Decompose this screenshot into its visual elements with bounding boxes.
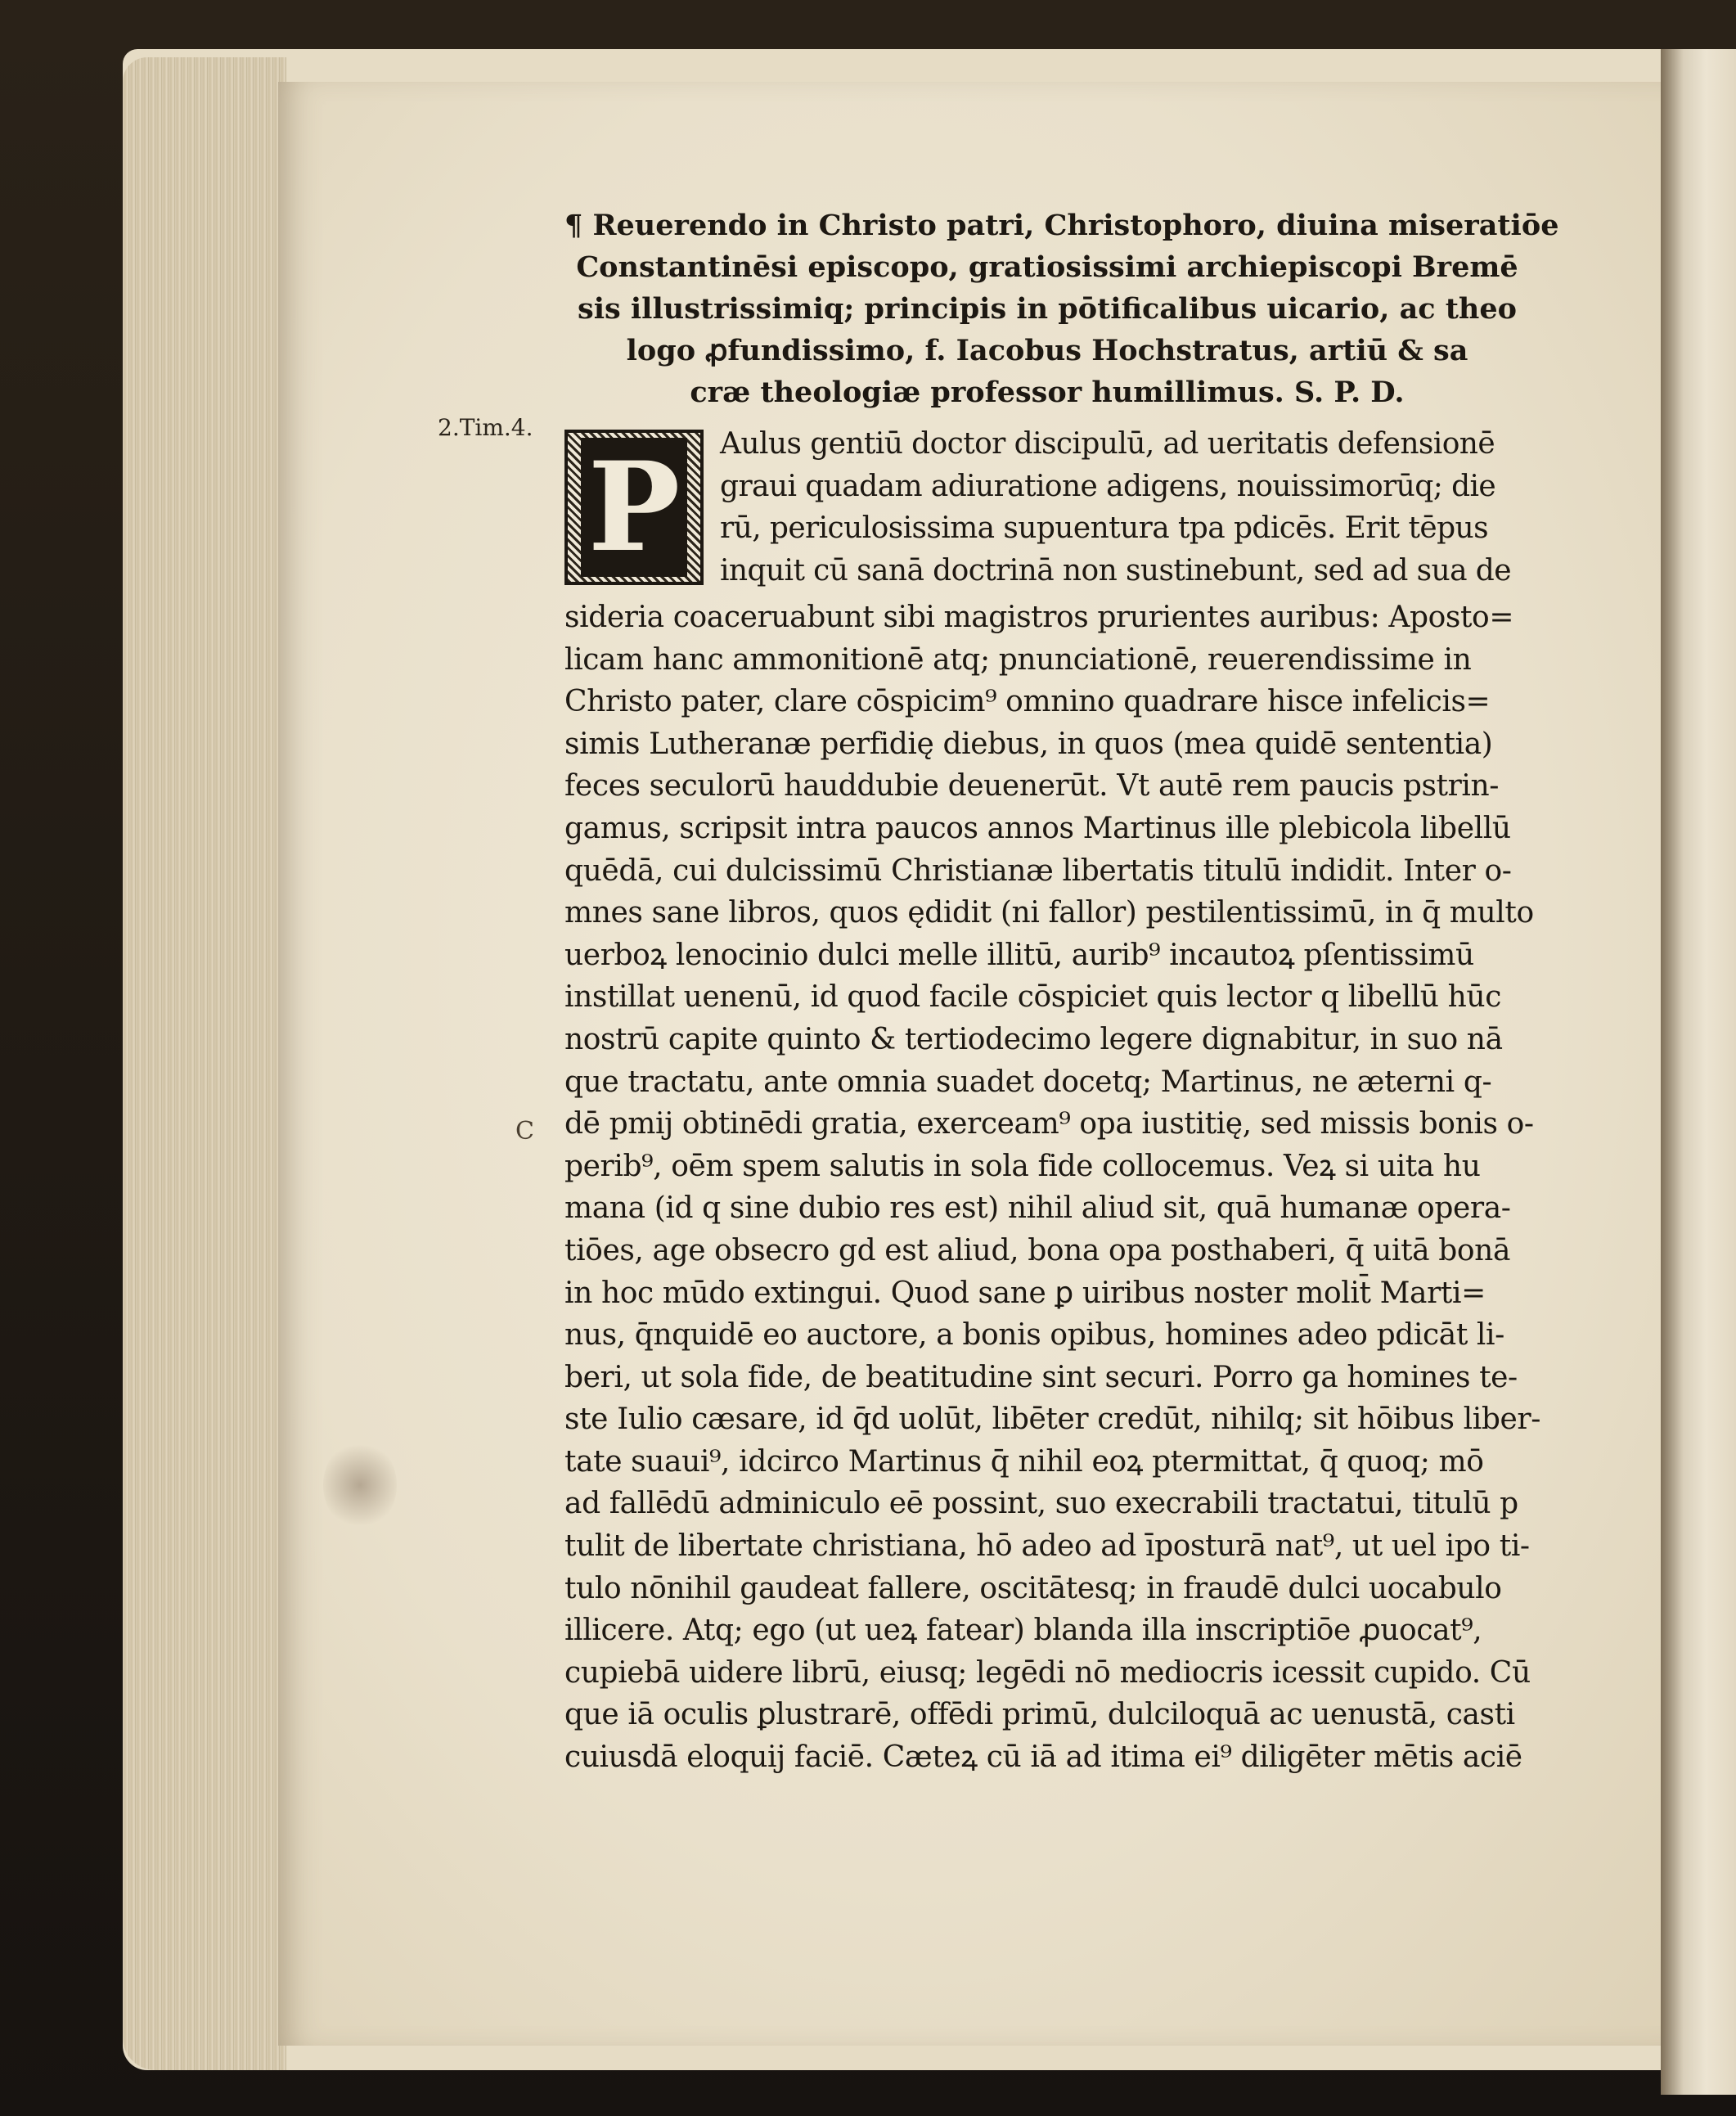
text-line: tulo nōnihil gaudeat fallere, oscitātesq; in fraudē dulci uocabulo bbox=[564, 1571, 1502, 1605]
text-line: illicere. Atq; ego (ut ueꝝ fatear) blanda illa inscriptiōe ꝓuocat⁹, bbox=[564, 1614, 1482, 1648]
text-line: gamus, scripsit intra paucos annos Martinus ille plebicola libellū bbox=[564, 811, 1511, 845]
dropcap-paragraph bbox=[564, 423, 1530, 597]
text-line: cuiusdā eloquij faciē. Cæteꝝ cū iā ad itima ei⁹ diligēter mētis aciē bbox=[564, 1740, 1522, 1775]
dropcap-ornament bbox=[564, 430, 704, 585]
text-line: instillat uenenū, id quod facile cōspiciet quis lector q libellū hūc bbox=[564, 980, 1501, 1015]
dropcap-letter: P bbox=[581, 438, 687, 577]
text-line: in hoc mūdo extingui. Quod sane ꝑ uiribus noster molit̄ Marti= bbox=[564, 1276, 1486, 1310]
text-line: rū, periculosissima supuentura tpa pdicēs. Erit tēpus bbox=[720, 511, 1488, 546]
page-edges bbox=[123, 57, 286, 2070]
text-line: graui quadam adiuratione adigens, nouissimorūq; die bbox=[720, 469, 1496, 503]
text-line: ste Iulio cæsare, id q̄d uolūt, libēter credūt, nihilq; sit hōibus liber- bbox=[564, 1402, 1540, 1437]
dedication-heading bbox=[564, 205, 1559, 413]
margin-note: 2.Tim.4. bbox=[438, 414, 533, 441]
text-line: tulit de libertate christiana, hō adeo ad īposturā nat⁹, ut uel ipo ti- bbox=[564, 1529, 1530, 1564]
text-line: perib⁹, oēm spem salutis in sola fide collocemus. Veꝝ si uita hu bbox=[564, 1149, 1481, 1183]
text-line: dē pmij obtinēdi gratia, exerceam⁹ opa iustitię, sed missis bonis o- bbox=[564, 1107, 1534, 1141]
text-line: que tractatu, ante omnia suadet docetq; Martinus, ne æterni q- bbox=[564, 1065, 1492, 1099]
text-line: Aulus gentiū doctor discipulū, ad ueritatis defensionē bbox=[720, 427, 1495, 461]
text-line: tiōes, age obsecro gd est aliud, bona opa posthaberi, q̄ uitā bonā bbox=[564, 1233, 1511, 1267]
text-line: quēdā, cui dulcissimū Christianæ libertatis titulū indidit. Inter o- bbox=[564, 853, 1512, 888]
text-line: que iā oculis ꝑlustrarē, offēdi primū, dulciloquā ac uenustā, casti bbox=[564, 1698, 1515, 1732]
dedication-line: sis illustrissimiq; principis in pōtificalibus uicario, ac theo bbox=[578, 292, 1517, 326]
book-gutter bbox=[1661, 49, 1736, 2095]
page-stain bbox=[323, 1440, 397, 1530]
text-line: cupiebā uidere librū, eiusq; legēdi nō mediocris icessit cupido. Cū bbox=[564, 1655, 1531, 1690]
dedication-line: Constantinēsi episcopo, gratiosissimi archiepiscopi Bremē bbox=[576, 250, 1518, 284]
text-line: Christo pater, clare cōspicim⁹ omnino quadrare hisce infelicis= bbox=[564, 685, 1491, 719]
dedication-line: ¶ Reuerendo in Christo patri, Christophoro, diuina miseratiōe bbox=[564, 209, 1559, 242]
text-line: sideria coaceruabunt sibi magistros prurientes auribus: Aposto= bbox=[564, 601, 1514, 634]
text-line: mana (id q sine dubio res est) nihil aliud sit, quā humanæ opera- bbox=[564, 1191, 1511, 1226]
dedication-line: cræ theologiæ professor humillimus. S. P. D. bbox=[690, 376, 1405, 409]
text-line: mnes sane libros, quos ędidit (ni fallor) pestilentissimū, in q̄ multo bbox=[564, 896, 1534, 930]
text-line: feces seculorū hauddubie deuenerūt. Vt autē rem paucis pstrin- bbox=[564, 769, 1500, 804]
body-text bbox=[564, 597, 1540, 1779]
margin-mark: C bbox=[515, 1117, 534, 1146]
text-line: tate suaui⁹, idcirco Martinus q̄ nihil eoꝝ ptermittat, q̄ quoq; mō bbox=[564, 1444, 1484, 1479]
text-line: beri, ut sola fide, de beatitudine sint securi. Porro ga homines te- bbox=[564, 1360, 1518, 1394]
text-line: nus, q̄nquidē eo auctore, a bonis opibus, homines adeo pdicāt li- bbox=[564, 1318, 1504, 1353]
text-line: uerboꝝ lenocinio dulci melle illitū, aurib⁹ incautoꝝ pſentissimū bbox=[564, 938, 1474, 972]
text-line: simis Lutheranæ perfidię diebus, in quos (mea quidē sententia) bbox=[564, 727, 1493, 761]
text-block bbox=[564, 205, 1559, 1779]
text-line: nostrū capite quinto & tertiodecimo legere dignabitur, in suo nā bbox=[564, 1022, 1503, 1056]
text-line: licam hanc ammonitionē atq; pnunciationē, reuerendissime in bbox=[564, 642, 1472, 677]
text-line: ad fallēdū adminiculo eē possint, suo execrabili tractatui, titulū p bbox=[564, 1487, 1518, 1521]
text-line: inquit cū sanā doctrinā non sustinebunt, sed ad sua de bbox=[720, 553, 1511, 588]
dedication-line: logo ꝓfundissimo, f. Iacobus Hochstratus, artiū & sa bbox=[626, 334, 1468, 367]
